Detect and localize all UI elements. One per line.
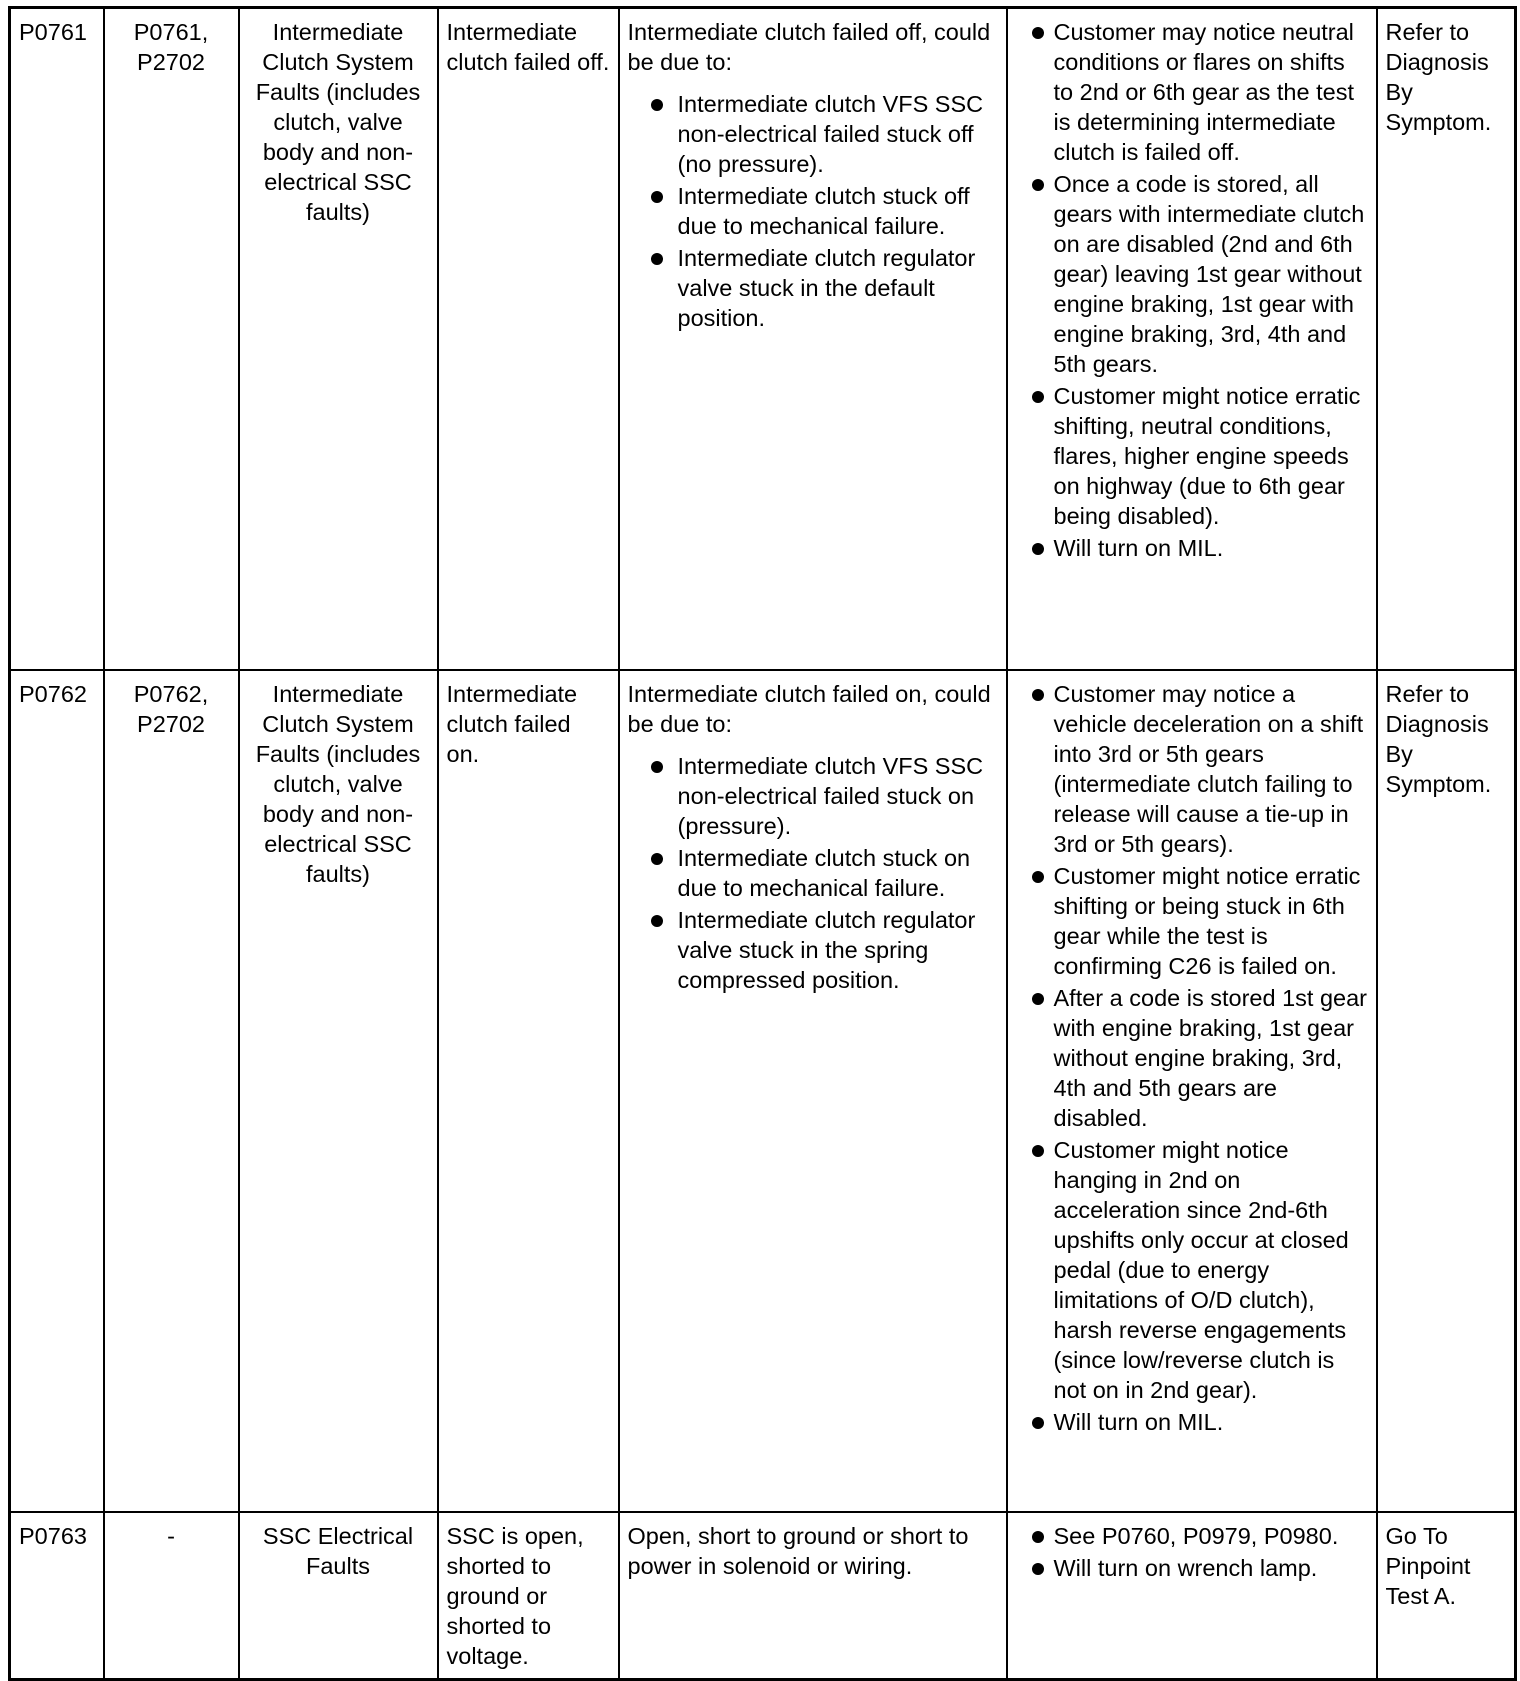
list-item: [1016, 1407, 1368, 1437]
symptoms-cell: [1007, 8, 1377, 670]
bullet-icon: [1032, 871, 1044, 883]
possible-causes-cell: [619, 1512, 1007, 1680]
list-item: [638, 751, 998, 841]
bullet-icon: [651, 761, 663, 773]
list-item: [1016, 1553, 1368, 1583]
table-row: [10, 8, 1516, 670]
list-item-text: Intermediate clutch VFS SSC non-electrical failed stuck on (pressure).: [677, 752, 984, 839]
action-cell: Refer to Diagnosis By Symptom.: [1377, 670, 1516, 1512]
list-item: [638, 843, 998, 903]
related-codes-cell: P0761, P2702: [104, 8, 239, 670]
bullet-icon: [651, 191, 663, 203]
action-cell: Refer to Diagnosis By Symptom.: [1377, 8, 1516, 670]
cause-intro: Intermediate clutch failed off, could be due to:: [627, 19, 991, 75]
list-item: [1016, 861, 1368, 981]
list-item: [1016, 381, 1368, 531]
symptom-list: [1016, 17, 1368, 563]
bullet-icon: [651, 915, 663, 927]
cause-intro: Intermediate clutch failed on, could be due to:: [627, 680, 991, 737]
list-item-text: Once a code is stored, all gears with intermediate clutch on are disabled (2nd and 6th gear) leaving 1st gear without engine braking, 1st gear with engine braking, 3rd, 4th and 5th gears.: [1053, 171, 1365, 377]
list-item: [1016, 983, 1368, 1133]
cause-list: [628, 751, 998, 995]
document-page: [8, 6, 1514, 1681]
dtc-table: [8, 6, 1517, 1681]
list-item-text: Customer might notice erratic shifting or being stuck in 6th gear while the test is confirming C26 is failed on.: [1053, 862, 1361, 979]
bullet-icon: [651, 253, 663, 265]
list-item-text: Intermediate clutch regulator valve stuck in the spring compressed position.: [677, 906, 976, 993]
list-item-text: Will turn on wrench lamp.: [1053, 1554, 1318, 1581]
bullet-icon: [1032, 1145, 1044, 1157]
possible-causes-cell: [619, 8, 1007, 670]
list-item: [1016, 169, 1368, 379]
bullet-icon: [1032, 993, 1044, 1005]
action-cell: Go To Pinpoint Test A.: [1377, 1512, 1516, 1680]
list-item: [638, 181, 998, 241]
system-cell: Intermediate Clutch System Faults (includes clutch, valve body and non-electrical SSC faults): [239, 8, 438, 670]
list-item-text: Will turn on MIL.: [1053, 535, 1224, 561]
list-item-text: See P0760, P0979, P0980.: [1053, 1522, 1339, 1549]
bullet-icon: [1032, 391, 1044, 403]
cause-list: [628, 89, 998, 333]
symptom-list: [1016, 679, 1368, 1437]
list-item: [638, 905, 998, 995]
system-cell: SSC Electrical Faults: [239, 1512, 438, 1680]
bullet-icon: [1032, 27, 1044, 39]
system-cell: Intermediate Clutch System Faults (includes clutch, valve body and non-electrical SSC faults): [239, 670, 438, 1512]
list-item: [1016, 533, 1368, 563]
related-codes-cell: P0762, P2702: [104, 670, 239, 1512]
bullet-icon: [1032, 1417, 1044, 1429]
table-row: [10, 1512, 1516, 1680]
list-item-text: Customer may notice neutral conditions or flares on shifts to 2nd or 6th gear as the test is determining intermediate clutch is failed off.: [1053, 19, 1354, 165]
list-item-text: Will turn on MIL.: [1053, 1408, 1224, 1435]
list-item: [1016, 1521, 1368, 1551]
bullet-icon: [651, 99, 663, 111]
condition-cell: Intermediate clutch failed off.: [438, 8, 619, 670]
list-item: [1016, 17, 1368, 167]
bullet-icon: [1032, 1531, 1044, 1543]
table-row: [10, 670, 1516, 1512]
cause-intro: Open, short to ground or short to power in solenoid or wiring.: [627, 1522, 969, 1579]
symptoms-cell: [1007, 670, 1377, 1512]
related-codes-cell: -: [104, 1512, 239, 1680]
dtc-code-cell: P0763: [10, 1512, 104, 1680]
list-item: [638, 243, 998, 333]
bullet-icon: [1032, 179, 1044, 191]
list-item-text: Intermediate clutch VFS SSC non-electrical failed stuck off (no pressure).: [677, 91, 984, 177]
dtc-code-cell: P0761: [10, 8, 104, 670]
list-item: [1016, 1135, 1368, 1405]
list-item-text: Intermediate clutch stuck on due to mechanical failure.: [677, 844, 971, 901]
list-item-text: Intermediate clutch regulator valve stuck in the default position.: [677, 245, 976, 331]
symptoms-cell: [1007, 1512, 1377, 1680]
condition-cell: SSC is open, shorted to ground or shorted to voltage.: [438, 1512, 619, 1680]
list-item-text: Customer may notice a vehicle deceleration on a shift into 3rd or 5th gears (intermediate clutch failing to release will cause a tie-up in 3rd or 5th gears).: [1053, 680, 1364, 857]
list-item: [638, 89, 998, 179]
list-item-text: Intermediate clutch stuck off due to mechanical failure.: [677, 183, 970, 239]
list-item-text: Customer might notice hanging in 2nd on acceleration since 2nd-6th upshifts only occur at closed pedal (due to energy limitations of O/D clutch), harsh reverse engagements (since low/reverse clutch is not on in 2nd gear).: [1053, 1136, 1349, 1403]
bullet-icon: [651, 853, 663, 865]
dtc-code-cell: P0762: [10, 670, 104, 1512]
symptom-list: [1016, 1521, 1368, 1583]
list-item: [1016, 679, 1368, 859]
bullet-icon: [1032, 1563, 1044, 1575]
possible-causes-cell: [619, 670, 1007, 1512]
list-item-text: Customer might notice erratic shifting, neutral conditions, flares, higher engine speeds on highway (due to 6th gear being disabled).: [1053, 383, 1361, 529]
bullet-icon: [1032, 543, 1044, 555]
bullet-icon: [1032, 689, 1044, 701]
list-item-text: After a code is stored 1st gear with engine braking, 1st gear without engine braking, 3rd, 4th and 5th gears are disabled.: [1053, 984, 1367, 1131]
condition-cell: Intermediate clutch failed on.: [438, 670, 619, 1512]
